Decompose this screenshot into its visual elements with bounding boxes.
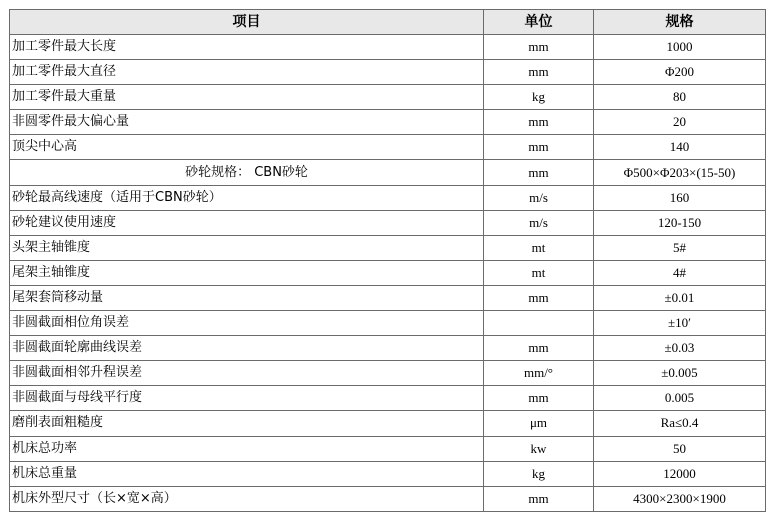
unit-cell: mm [484, 60, 594, 85]
spec-cell: 4300×2300×1900 [594, 486, 766, 511]
spec-cell: 5# [594, 235, 766, 260]
table-row [10, 210, 766, 235]
table-row [10, 185, 766, 210]
spec-cell: Φ500×Φ203×(15-50) [594, 160, 766, 185]
item-cell: 尾架主轴锥度 [10, 260, 484, 285]
item-cell: 头架主轴锥度 [10, 235, 484, 260]
spec-cell: 140 [594, 135, 766, 160]
item-cell: 砂轮建议使用速度 [10, 210, 484, 235]
unit-cell: mm [484, 386, 594, 411]
spec-cell: 0.005 [594, 386, 766, 411]
item-cell: 机床总功率 [10, 436, 484, 461]
header-item: 项目 [10, 10, 484, 35]
table-row [10, 336, 766, 361]
unit-cell: mm [484, 486, 594, 511]
item-cell: 机床外型尺寸（长×宽×高） [10, 486, 484, 511]
spec-cell: 50 [594, 436, 766, 461]
spec-cell: 80 [594, 85, 766, 110]
item-cell: 机床总重量 [10, 461, 484, 486]
unit-cell: m/s [484, 210, 594, 235]
item-cell: 非圆截面轮廓曲线误差 [10, 336, 484, 361]
item-cell: 加工零件最大长度 [10, 35, 484, 60]
table-row [10, 285, 766, 310]
header-unit: 单位 [484, 10, 594, 35]
spec-cell: ±0.01 [594, 285, 766, 310]
header-row [10, 10, 766, 35]
unit-cell [484, 311, 594, 336]
item-cell: 顶尖中心高 [10, 135, 484, 160]
unit-cell: m/s [484, 185, 594, 210]
unit-cell: kg [484, 461, 594, 486]
unit-cell: mm [484, 35, 594, 60]
table-row [10, 160, 766, 185]
table-row [10, 386, 766, 411]
unit-cell: mm [484, 285, 594, 310]
item-cell: 非圆截面与母线平行度 [10, 386, 484, 411]
spec-cell: 12000 [594, 461, 766, 486]
table-row [10, 60, 766, 85]
table-row [10, 411, 766, 436]
unit-cell: mt [484, 260, 594, 285]
spec-cell: 120-150 [594, 210, 766, 235]
item-cell: 磨削表面粗糙度 [10, 411, 484, 436]
spec-cell: ±0.005 [594, 361, 766, 386]
table-row [10, 260, 766, 285]
spec-cell: 160 [594, 185, 766, 210]
item-cell: 尾架套筒移动量 [10, 285, 484, 310]
item-cell: 砂轮最高线速度（适用于CBN砂轮） [10, 185, 484, 210]
table-row [10, 35, 766, 60]
unit-cell: μm [484, 411, 594, 436]
unit-cell: kg [484, 85, 594, 110]
spec-cell: 20 [594, 110, 766, 135]
unit-cell: mm [484, 135, 594, 160]
table-row [10, 235, 766, 260]
unit-cell: mm [484, 160, 594, 185]
table-row [10, 436, 766, 461]
spec-cell: Φ200 [594, 60, 766, 85]
spec-cell: ±10′ [594, 311, 766, 336]
unit-cell: mm [484, 110, 594, 135]
table-row [10, 311, 766, 336]
item-cell: 非圆截面相邻升程误差 [10, 361, 484, 386]
table-row [10, 486, 766, 511]
table-row [10, 361, 766, 386]
item-cell: 非圆零件最大偏心量 [10, 110, 484, 135]
item-cell: 加工零件最大直径 [10, 60, 484, 85]
unit-cell: mm/° [484, 361, 594, 386]
unit-cell: mm [484, 336, 594, 361]
table-row [10, 461, 766, 486]
spec-cell: Ra≤0.4 [594, 411, 766, 436]
item-cell: 加工零件最大重量 [10, 85, 484, 110]
unit-cell: mt [484, 235, 594, 260]
unit-cell: kw [484, 436, 594, 461]
table-row [10, 85, 766, 110]
header-spec: 规格 [594, 10, 766, 35]
spec-cell: 1000 [594, 35, 766, 60]
table-row [10, 110, 766, 135]
spec-cell: ±0.03 [594, 336, 766, 361]
item-cell: 砂轮规格： CBN砂轮 [10, 160, 484, 185]
spec-table [9, 9, 766, 512]
spec-cell: 4# [594, 260, 766, 285]
table-row [10, 135, 766, 160]
item-cell: 非圆截面相位角误差 [10, 311, 484, 336]
